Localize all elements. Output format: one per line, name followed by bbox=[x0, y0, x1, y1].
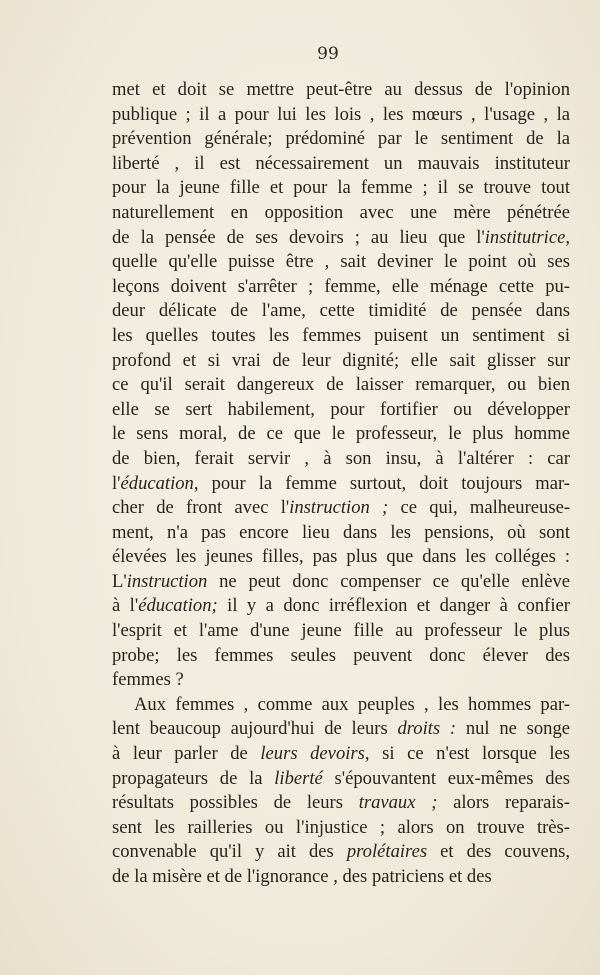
paragraph bbox=[112, 78, 570, 693]
text-line bbox=[112, 127, 570, 152]
text-run: , bbox=[565, 226, 570, 248]
text-run: ne peut donc compenser ce qu'elle enlève bbox=[207, 570, 570, 592]
text-line bbox=[112, 496, 570, 521]
text-run: leçons doivent s'arrêter ; femme, elle ménage cette pu- bbox=[112, 275, 570, 297]
text-run: ce qu'il serait dangereux de laisser remarquer, ou bien bbox=[112, 374, 570, 396]
text-run: Aux femmes , comme aux peuples , les hommes par- bbox=[134, 693, 570, 715]
text-run: et des couvens, bbox=[427, 841, 570, 863]
text-run: elle se sert habilement, pour fortifier ou développer bbox=[112, 398, 570, 420]
text-line bbox=[112, 594, 570, 619]
text-line bbox=[112, 447, 570, 472]
italic-text: liberté bbox=[274, 767, 323, 789]
text-run: naturellement en opposition avec une mère pénétrée bbox=[112, 201, 570, 223]
text-run: alors reparais- bbox=[437, 792, 570, 814]
text-run: l'esprit et l'ame d'une jeune fille au professeur le plus bbox=[112, 620, 570, 642]
text-line bbox=[112, 717, 570, 742]
text-line bbox=[112, 668, 570, 693]
text-run: sent les railleries ou l'injustice ; alors on trouve très- bbox=[112, 816, 570, 838]
text-run: deur délicate de l'ame, cette timidité de pensée dans bbox=[112, 300, 570, 322]
text-run: le sens moral, de ce que le professeur, le plus homme bbox=[112, 423, 570, 445]
text-run: de bien, ferait servir , à son insu, à l'altérer : car bbox=[112, 447, 570, 469]
text-line bbox=[112, 250, 570, 275]
text-run: à leur parler de bbox=[112, 743, 261, 765]
text-run: profond et si vrai de leur dignité; elle sait glisser sur bbox=[112, 349, 570, 371]
text-line bbox=[112, 472, 570, 497]
text-line bbox=[112, 644, 570, 669]
text-run: s'épouvantent eux-mêmes des bbox=[322, 767, 570, 789]
body-text bbox=[112, 78, 570, 890]
text-line bbox=[112, 545, 570, 570]
text-line bbox=[112, 299, 570, 324]
text-line bbox=[112, 103, 570, 128]
text-run: l' bbox=[112, 472, 121, 494]
text-line bbox=[112, 521, 570, 546]
text-line bbox=[112, 78, 570, 103]
italic-text: leurs devoirs bbox=[260, 743, 365, 765]
text-line bbox=[112, 693, 570, 718]
italic-text: droits : bbox=[397, 718, 457, 740]
text-run: , si ce n'est lorsque les bbox=[364, 743, 570, 765]
text-run: ce qui, malheureuse- bbox=[388, 497, 571, 519]
italic-text: instruction bbox=[126, 570, 208, 592]
text-run: pour la jeune fille et pour la femme ; il se trouve tout bbox=[112, 177, 570, 199]
text-run: lent beaucoup aujourd'hui de leurs bbox=[112, 718, 398, 740]
text-run: nul ne songe bbox=[456, 718, 570, 740]
italic-text: éducation; bbox=[138, 595, 218, 617]
text-run: à l' bbox=[112, 595, 139, 617]
text-run: quelle qu'elle puisse être , sait deviner le point où ses bbox=[112, 251, 570, 273]
text-run: liberté , il est nécessairement un mauvais instituteur bbox=[112, 152, 570, 174]
italic-text: prolétaires bbox=[346, 841, 428, 863]
italic-text: travaux ; bbox=[358, 792, 438, 814]
italic-text: institutrice bbox=[484, 226, 566, 248]
text-run: ment, n'a pas encore lieu dans les pensions, où sont bbox=[112, 521, 570, 543]
text-line bbox=[112, 742, 570, 767]
text-run: élevées les jeunes filles, pas plus que dans les colléges : bbox=[112, 546, 570, 568]
text-run: de la misère et de l'ignorance , des patriciens et des bbox=[112, 866, 492, 887]
text-line bbox=[112, 865, 570, 890]
text-run: propagateurs de la bbox=[112, 767, 275, 789]
text-line bbox=[112, 767, 570, 792]
text-run: de la pensée de ses devoirs ; au lieu que l' bbox=[112, 226, 485, 248]
text-line bbox=[112, 201, 570, 226]
italic-text: instruction ; bbox=[289, 497, 389, 519]
text-line bbox=[112, 840, 570, 865]
text-line bbox=[112, 816, 570, 841]
text-line bbox=[112, 422, 570, 447]
text-run: publique ; il a pour lui les lois , les mœurs , l'usage , la bbox=[112, 103, 570, 125]
text-run: les quelles toutes les femmes puisent un sentiment si bbox=[112, 324, 570, 346]
text-run: résultats possibles de leurs bbox=[112, 792, 359, 814]
page-number: 99 bbox=[317, 44, 339, 64]
paragraph bbox=[112, 693, 570, 890]
text-line bbox=[112, 176, 570, 201]
text-run: met et doit se mettre peut-être au dessus de l'opinion bbox=[112, 79, 570, 100]
text-line bbox=[112, 398, 570, 423]
text-run: probe; les femmes seules peuvent donc élever des bbox=[112, 644, 570, 666]
text-line bbox=[112, 619, 570, 644]
text-run: prévention générale; prédominé par le sentiment de la bbox=[112, 128, 570, 150]
text-line bbox=[112, 373, 570, 398]
text-run: convenable qu'il y ait des bbox=[112, 841, 347, 863]
text-run: cher de front avec l' bbox=[112, 497, 290, 519]
text-run: femmes ? bbox=[112, 669, 184, 691]
text-line bbox=[112, 152, 570, 177]
text-run: L' bbox=[112, 570, 127, 592]
text-line bbox=[112, 275, 570, 300]
text-line bbox=[112, 570, 570, 595]
italic-text: éducation bbox=[120, 472, 194, 494]
text-run: , pour la femme surtout, doit toujours mar- bbox=[193, 472, 570, 494]
text-line bbox=[112, 791, 570, 816]
text-run: il y a donc irréflexion et danger à confier bbox=[217, 595, 570, 617]
text-line bbox=[112, 349, 570, 374]
text-line bbox=[112, 324, 570, 349]
text-line bbox=[112, 226, 570, 251]
